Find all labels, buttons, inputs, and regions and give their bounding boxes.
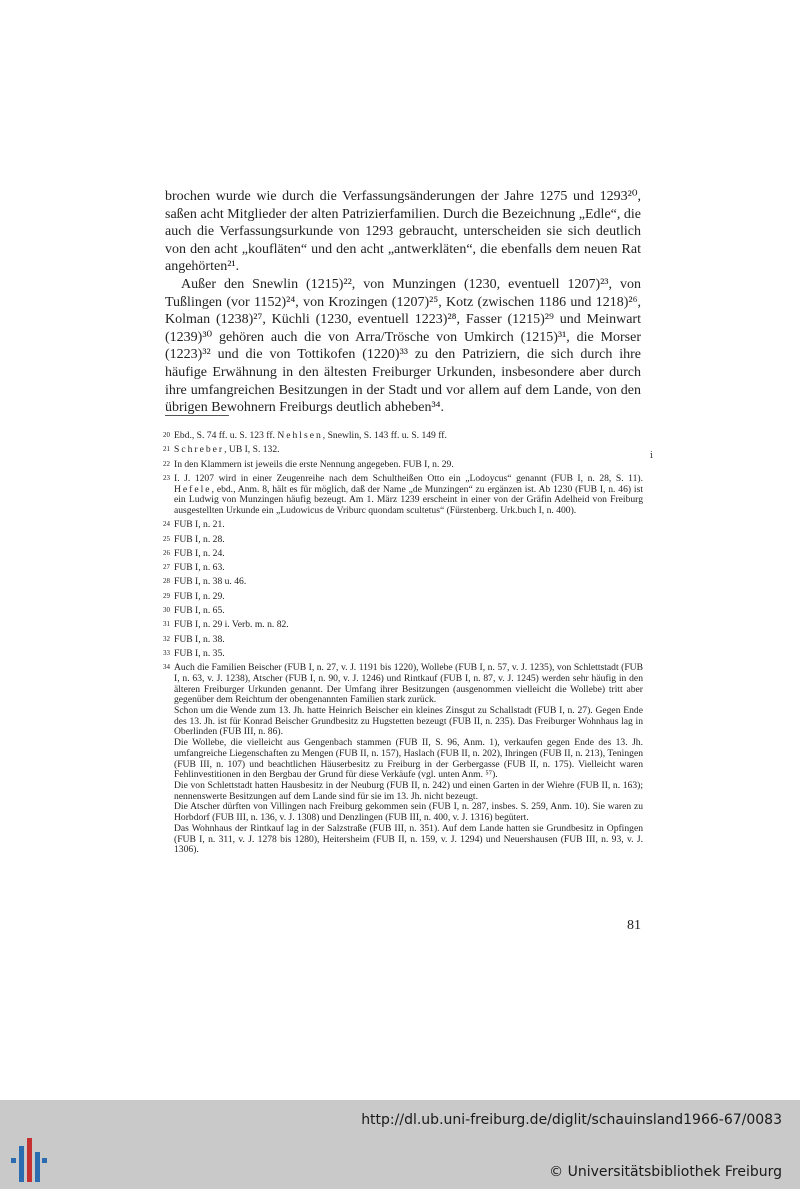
footnote-23: 23 I. J. 1207 wird in einer Zeugenreihe nach dem Schultheißen Otto ein „Lodoycus“ genannt (FUB I, n. 28, S. 11). Hefele, ebd., Anm. 8, hält es für möglich, daß der Name „de Munzingen“ zu ergänzen ist. Ab 1230 (FUB I, n. 46) ist ein Ludwig von Munzingen häufig bezeugt. Am 1. März 1239 erscheint in einer von der Gräfin Adelheid von Freiburg ausgestellten Urkunde ein „Ludowicus de Vriburc quondam scultetus“ (Fürstenberg. Urk.buch I, n. 400). <box>163 472 643 516</box>
footnote-number: 33 <box>163 648 170 657</box>
footnote-20: 20 Ebd., S. 74 ff. u. S. 123 ff. Nehlsen, Snewlin, S. 143 ff. u. S. 149 ff. <box>163 430 447 441</box>
author-name: Hefele <box>174 483 212 495</box>
copyright-text: © Universitätsbibliothek Freiburg <box>549 1164 782 1180</box>
footnote-32: 32 FUB I, n. 38. <box>163 633 225 645</box>
footnote-number: 25 <box>163 534 170 543</box>
footnote-34-para-3: Die Wollebe, die vielleicht aus Gengenbach stammen (FUB II, S. 96, Anm. 1), verkaufen gegen Ende des 13. Jh. umfangreiche Liegenschaften zu Mengen (FUB II, n. 157), Haslach (FUB II, n. 202), Ihringen (FUB II, n. 213), Teningen (FUB III, n. 107) und beachtlichen Häuserbesitz zu Freiburg in der Gerbergasse (FUB II, n. 175). Vielleicht waren Fehlinvestitionen in den Bergbau der Grund für diese Verkäufe (vgl. unten Anm. ⁵⁷). <box>174 737 643 781</box>
footnotes <box>163 431 643 860</box>
footnote-34 <box>163 663 643 856</box>
footnote-number: 34 <box>163 663 170 672</box>
page-number: 81 <box>627 918 641 933</box>
footnote-separator <box>165 415 229 416</box>
footnote-30: 30 FUB I, n. 65. <box>163 605 225 617</box>
footnote-number: 26 <box>163 548 170 557</box>
footnote-34-para-4: Die von Schlettstadt hatten Hausbesitz in der Neuburg (FUB II, n. 242) und einen Garten in der Wiehre (FUB II, n. 163); nennenswerte Besitzungen auf dem Lande sind für sie im 13. Jh. nicht bezeugt. <box>174 780 643 802</box>
author-name: Nehlsen <box>277 430 323 441</box>
footnote-33: 33 FUB I, n. 35. <box>163 647 225 659</box>
footnote-25: 25 FUB I, n. 28. <box>163 533 225 545</box>
footnote-number: 21 <box>163 445 170 454</box>
footnote-31: 31 FUB I, n. 29 i. Verb. m. n. 82. <box>163 619 289 631</box>
stray-mark: i <box>650 451 653 461</box>
footnote-number: 30 <box>163 606 170 615</box>
footnote-number: 22 <box>163 459 170 468</box>
footnote-26: 26 FUB I, n. 24. <box>163 547 225 559</box>
footnote-number: 20 <box>163 431 170 439</box>
ub-freiburg-logo-icon <box>8 1136 48 1184</box>
footnote-number: 29 <box>163 591 170 600</box>
footnote-34-para-5: Die Atscher dürften von Villingen nach Freiburg gekommen sein (FUB I, n. 287, insbes. S. 259, Anm. 10). Sie waren zu Horbdorf (FUB III, n. 136, v. J. 1308) und Denzlingen (FUB III, n. 400, v. J. 1316) begütert. <box>174 801 643 824</box>
footnote-34-para-1: Auch die Familien Beischer (FUB I, n. 27, v. J. 1191 bis 1220), Wollebe (FUB I, n. 57, v. J. 1235), von Schlettstadt (FUB I, n. 63, v. J. 1238), Atscher (FUB I, n. 90, v. J. 1246) und Rintkauf (FUB I, n. 87, v. J. 1245) werden sehr häufig in den älteren Freiburger Urkunden genannt. Der Umfang ihrer Besitzungen (ausgenommen vielleicht die Wollebe) tritt aber gegenüber dem Reichtum der obengenannten Familien stark zurück. <box>174 662 643 706</box>
footnote-29: 29 FUB I, n. 29. <box>163 590 225 602</box>
paragraph-1: brochen wurde wie durch die Verfassungsänderungen der Jahre 1275 und 1293²⁰, saßen acht Mitglieder der alten Patrizierfamilien. Durch die Bezeichnung „Edle“, die auch die Verfassungsurkunde von 1293 gebraucht, unterscheiden sie sich deutlich von den acht „koufläten“ und den acht „antwerkläten“, die ebenfalls dem neuen Rat angehörten²¹. <box>165 189 641 275</box>
footnote-24: 24 FUB I, n. 21. <box>163 519 225 531</box>
author-name: Schreber <box>174 444 225 456</box>
footnote-number: 32 <box>163 634 170 643</box>
footnote-number: 31 <box>163 620 170 629</box>
footnote-34-para-6: Das Wohnhaus der Rintkauf lag in der Salzstraße (FUB III, n. 351). Auf dem Lande hatten sie Grundbesitz in Opfingen (FUB I, n. 311, v. J. 1278 bis 1280), Heitersheim (FUB II, n. 159, v. J. 1294) und Neuershausen (FUB III, n. 93, v. J. 1306). <box>174 822 643 856</box>
footnote-21: 21 Schreber, UB I, S. 132. <box>163 444 280 456</box>
footnote-22: 22 In den Klammern ist jeweils die erste Nennung angegeben. FUB I, n. 29. <box>163 458 454 470</box>
footnote-27: 27 FUB I, n. 63. <box>163 562 225 574</box>
paragraph-2: Außer den Snewlin (1215)²², von Munzingen (1230, eventuell 1207)²³, von Tußlingen (vor 1152)²⁴, von Krozingen (1207)²⁵, Kotz (zwischen 1186 und 1218)²⁶, Kolman (1238)²⁷, Küchli (1230, eventuell 1223)²⁸, Fasser (1215)²⁹ und Meinwart (1239)³⁰ gehören auch die von Arra/Trösche von Umkirch (1215)³¹, die Morser (1223)³² und die von Tottikofen (1220)³³ zu den Patriziern, die sich durch ihre häufige Erwähnung in den ältesten Freiburger Urkunden, insbesondere aber durch ihre umfangreichen Besitzungen in der Stadt und vor allem auf dem Lande, von den übrigen Bewohnern Freiburgs deutlich abheben³⁴. <box>165 276 641 416</box>
footnote-34-para-2: Schon um die Wende zum 13. Jh. hatte Heinrich Beischer ein kleines Zinsgut zu Schallstadt (FUB I, n. 27). Gegen Ende des 13. Jh. ist für Konrad Beischer Grundbesitz zu Hugstetten bezeugt (FUB II, n. 235). Das Freiburger Wohnhaus lag in Oberlinden (FUB III, n. 86). <box>174 705 643 738</box>
footnote-number: 23 <box>163 473 170 482</box>
document-url-link[interactable]: http://dl.ub.uni-freiburg.de/diglit/schauinsland1966-67/0083 <box>361 1112 782 1128</box>
library-footer <box>0 1100 800 1189</box>
main-text <box>165 188 641 417</box>
footnote-number: 28 <box>163 577 170 586</box>
footnote-number: 27 <box>163 563 170 572</box>
footnote-28: 28 FUB I, n. 38 u. 46. <box>163 576 247 588</box>
footnote-number: 24 <box>163 520 170 529</box>
